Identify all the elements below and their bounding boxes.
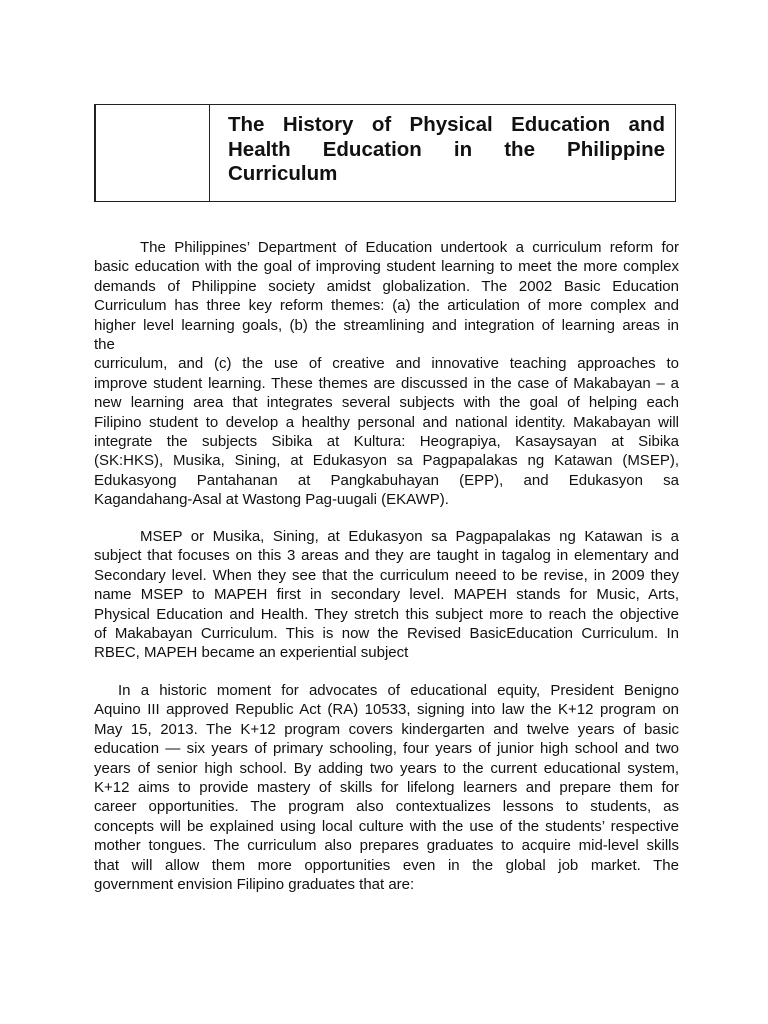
paragraph-line: (SK:HKS), Musika, Sining, at Edukasyon sa Pagpapalakas ng Katawan (MSEP), [94,452,679,470]
paragraph-line: career opportunities. The program also contextualizes lessons to students, as [94,798,679,816]
paragraph-line: that will allow them more opportunities even in the global job market. The [94,856,679,874]
paragraph-line: demands of Philippine society amidst globalization. The 2002 Basic Education [94,277,679,295]
paragraph-line: improve student learning. These themes are discussed in the case of Makabayan – a [94,374,679,392]
title-table-empty-cell [96,105,210,201]
paragraph-line: Edukasyong Pantahanan at Pangkabuhayan (EPP), and Edukasyon sa [94,471,679,489]
title-table-title-cell [210,105,675,201]
paragraph-line: name MSEP to MAPEH first in secondary level. MAPEH stands for Music, Arts, [94,586,679,604]
paragraph-line: subject that focuses on this 3 areas and they are taught in tagalog in elementary and [94,547,679,565]
paragraph-line: K+12 aims to provide mastery of skills for lifelong learners and prepare them for [94,779,679,797]
paragraph-line: new learning area that integrates several subjects with the goal of helping each [94,394,679,412]
paragraph-line: Filipino student to develop a healthy personal and national identity. Makabayan will [94,413,679,431]
paragraph-line: basic education with the goal of improving student learning to meet the more complex [94,258,679,276]
paragraph-line: years of senior high school. By adding two years to the current educational system, [94,759,679,777]
title-table [94,104,676,202]
paragraph-line: Curriculum has three key reform themes: (a) the articulation of more complex and [94,297,679,315]
paragraph-line: government envision Filipino graduates that are: [94,876,415,894]
paragraph-line: concepts will be explained using local culture with the use of the students’ respective [94,817,679,835]
paragraph-line: Aquino III approved Republic Act (RA) 10533, signing into law the K+12 program on [94,701,679,719]
paragraph-line: mother tongues. The curriculum also prepares graduates to acquire mid-level skills [94,837,679,855]
paragraph-line: Physical Education and Health. They stretch this subject more to reach the objective [94,605,679,623]
paragraph-1 [94,238,679,510]
paragraph-line: Kagandahang-Asal at Wastong Pag-uugali (EKAWP). [94,491,449,509]
paragraph-line: higher level learning goals, (b) the streamlining and integration of learning areas in [94,316,679,334]
paragraph-line: In a historic moment for advocates of educational equity, President Benigno [118,682,679,699]
paragraph-line: integrate the subjects Sibika at Kultura: Heograpiya, Kasaysayan at Sibika [94,433,679,451]
paragraph-line: Secondary level. When they see that the curriculum neeed to be revise, in 2009 they [94,566,679,584]
paragraph-line: May 15, 2013. The K+12 program covers kindergarten and twelve years of basic [94,720,679,738]
document-title: The History of Physical Education and Health Education in the Philippine Curriculum [228,113,665,185]
paragraph-3 [94,681,679,894]
paragraph-line: RBEC, MAPEH became an experiential subject [94,644,409,662]
paragraph-line: of Makabayan Curriculum. This is now the Revised BasicEducation Curriculum. In [94,625,679,643]
paragraph-line: the [94,336,115,354]
paragraph-2 [94,527,679,663]
paragraph-line: The Philippines’ Department of Education undertook a curriculum reform for [140,239,679,256]
paragraph-line: curriculum, and (c) the use of creative and innovative teaching approaches to [94,355,679,373]
paragraph-line: education — six years of primary schooling, four years of junior high school and two [94,740,679,758]
paragraph-line: MSEP or Musika, Sining, at Edukasyon sa Pagpapalakas ng Katawan is a [140,528,679,545]
